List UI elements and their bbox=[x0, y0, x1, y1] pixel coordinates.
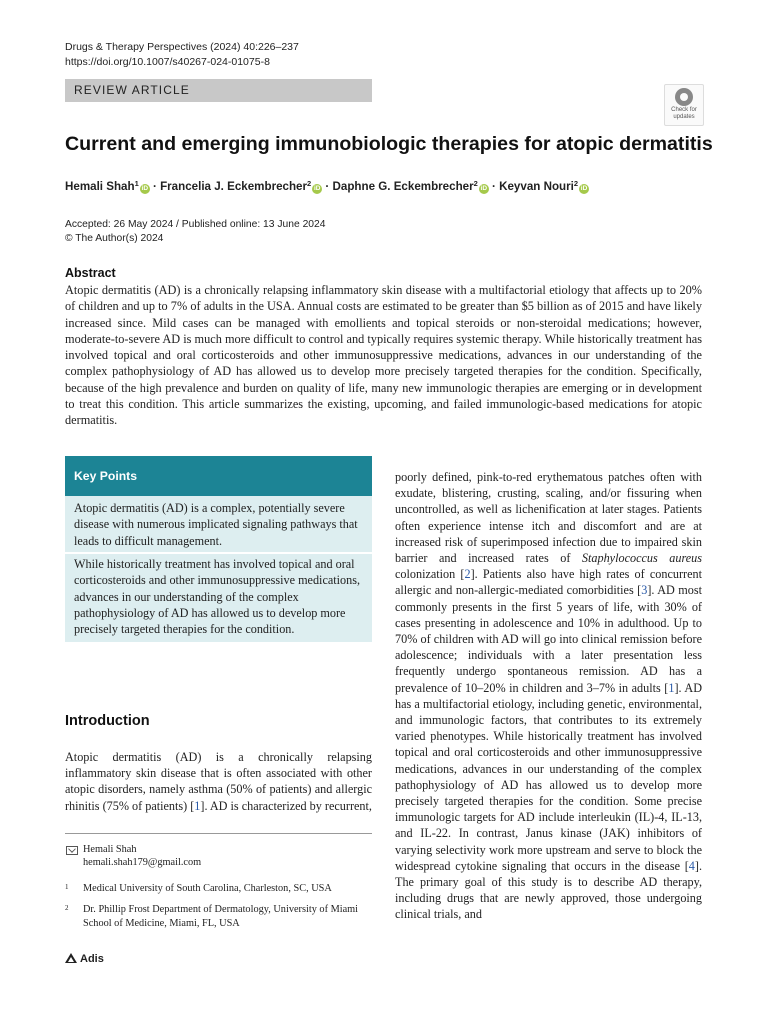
corresponding-author-name: Hemali Shah bbox=[83, 844, 137, 855]
author-affiliation: 1 bbox=[134, 179, 139, 188]
author-name[interactable]: Keyvan Nouri bbox=[499, 180, 574, 193]
author-name[interactable]: Daphne G. Eckembrecher bbox=[332, 180, 474, 193]
publication-dates bbox=[65, 218, 325, 246]
affiliation-number: 2 bbox=[65, 904, 69, 912]
check-for-updates-badge[interactable] bbox=[664, 84, 704, 126]
orcid-icon[interactable]: iD bbox=[141, 185, 149, 192]
author-affiliation: 2 bbox=[307, 179, 312, 188]
body-column-right bbox=[395, 469, 702, 923]
citation-link[interactable]: 1 bbox=[668, 680, 675, 695]
author-separator: · bbox=[488, 180, 500, 193]
affiliation-1: Medical University of South Carolina, Charleston, SC, USA bbox=[83, 883, 332, 894]
author-name[interactable]: Francelia J. Eckembrecher bbox=[160, 180, 308, 193]
citation-link[interactable]: 4 bbox=[688, 858, 695, 873]
affiliation-number: 1 bbox=[65, 883, 69, 891]
orcid-icon[interactable]: iD bbox=[580, 185, 588, 192]
publisher-mark bbox=[65, 953, 104, 965]
publisher-name: Adis bbox=[80, 953, 104, 965]
article-title: Current and emerging immunobiologic therapies for atopic dermatitis bbox=[65, 133, 713, 155]
body-column-left bbox=[65, 749, 372, 814]
key-points-heading: Key Points bbox=[74, 469, 137, 483]
key-points-header bbox=[65, 456, 372, 496]
key-points-box bbox=[65, 456, 372, 642]
accepted-published-dates: Accepted: 26 May 2024 / Published online: 13 June 2024 bbox=[65, 219, 326, 230]
orcid-icon[interactable]: iD bbox=[313, 185, 321, 192]
doi-link[interactable]: https://doi.org/10.1007/s40267-024-01075-8 bbox=[65, 56, 270, 68]
author-affiliation: 2 bbox=[573, 179, 579, 188]
check-for-updates-line2: updates bbox=[673, 114, 695, 120]
body-text: poorly defined, pink-to-red erythematous patches often with exudate, blistering, crusting, scaling, and/or fissuring when uncontrolled, as well as lichenification at later stages. Patients often experience intense itch and discomfort and are at increased risk of superimposed infection due to impaired skin barrier and increased rates of bbox=[395, 470, 702, 566]
species-name: Staphylococcus aureus bbox=[581, 551, 702, 566]
introduction-heading: Introduction bbox=[65, 713, 150, 729]
article-type-band bbox=[65, 79, 372, 102]
body-text: ]. AD has a multifactorial etiology, including genetic, environmental, and immunologic factors, that contributes to its extremely varied phenotypes. While historically treatment has involved topical and oral corticosteroids and other immunosuppressive medications, advances in our understanding of the complex pathophysiology of AD has allowed us to develop more precisely targeted therapies for the condition. Some precise immunologic targets for AD include interleukin (IL)-4, IL-13, and IL-22. In contrast, Janus kinase (JAK) inhibitors of varying selectivity work more upstream and serve to block the widespread cytokine signaling that occurs in the disease [ bbox=[395, 680, 702, 873]
footnote-rule bbox=[65, 833, 372, 834]
author-separator: · bbox=[322, 180, 333, 193]
body-text: colonization [ bbox=[395, 567, 465, 582]
key-point-item: Atopic dermatitis (AD) is a complex, potentially severe disease with numerous implicated signaling pathways that leads to difficult management. bbox=[74, 501, 358, 548]
copyright-notice: © The Author(s) 2024 bbox=[65, 233, 164, 244]
abstract-text: Atopic dermatitis (AD) is a chronically relapsing inflammatory skin disease with a multifactorial etiology that affects up to 20% of children and up to 7% of adults in the USA. Annual costs are estimated to be greater than $5 billion as of 2015 and have likely increased since. Mild cases can be managed with emollients and topical steroids or non-steroidal medications; however, moderate-to-severe AD is much more difficult to control and typically requires systemic therapy. While historically treatment has involved topical and oral corticosteroids and other immunosuppressive medications, advances in our understanding of the complex pathophysiology of AD has allowed us to develop more precisely targeted therapies for the condition. Specifically, because of the high prevalence and burden on quality of life, many new immunologic therapies are emerging or in development to treat this condition. This article summarizes the existing, upcoming, and failed immunologic-based medications for atopic dermatitis. bbox=[65, 283, 702, 428]
abstract-heading: Abstract bbox=[65, 266, 116, 280]
body-text: ]. AD is characterized by recurrent, bbox=[200, 798, 372, 813]
journal-citation: Drugs & Therapy Perspectives (2024) 40:226–237 bbox=[65, 41, 299, 53]
journal-header bbox=[65, 40, 299, 70]
author-list bbox=[65, 179, 589, 194]
author-separator: · bbox=[149, 180, 161, 193]
check-for-updates-line1: Check for bbox=[671, 107, 697, 113]
body-text: ]. The primary goal of this study is to describe AD therapy, including drugs that are newly approved, those undergoing clinical trials, and bbox=[395, 858, 702, 922]
key-points-divider bbox=[65, 552, 372, 554]
citation-link[interactable]: 1 bbox=[194, 798, 201, 813]
corresponding-author-email[interactable]: hemali.shah179@gmail.com bbox=[83, 857, 202, 868]
body-text: Atopic dermatitis (AD) is a chronically relapsing inflammatory skin disease that is often associated with other atopic disorders, namely asthma (50% of patients) and allergic rhinitis (75% of patients) [ bbox=[65, 750, 372, 813]
affiliation-2: Dr. Phillip Frost Department of Dermatology, University of Miami School of Medicine, Miami, FL, USA bbox=[83, 904, 359, 929]
orcid-icon[interactable]: iD bbox=[480, 185, 488, 192]
author-affiliation: 2 bbox=[473, 179, 478, 188]
citation-link[interactable]: 2 bbox=[464, 567, 471, 582]
author-name[interactable]: Hemali Shah bbox=[65, 180, 135, 193]
body-text: ]. Patients also have high rates of concurrent allergic and non-allergic-mediated comorbidities [ bbox=[395, 567, 702, 598]
article-type: REVIEW ARTICLE bbox=[74, 83, 190, 97]
body-text: ]. AD most commonly presents in the first 5 years of life, with 30% of cases presenting in adolescence and 10% in adulthood. Up to 70% of children with AD will go into clinical remission before adolescence; individuals with a later presentation less frequently undergo spontaneous remission. AD has a prevalence of 10–20% in children and 3–7% in adults [ bbox=[395, 583, 702, 695]
adis-logo-icon bbox=[65, 953, 77, 963]
key-point-item: While historically treatment has involved topical and oral corticosteroids and other immunosuppressive medications, advances in our understanding of the complex pathophysiology of AD has allowed us to develop more precisely targeted therapies for the condition. bbox=[74, 557, 361, 637]
mail-icon bbox=[66, 846, 78, 855]
citation-link[interactable]: 3 bbox=[641, 583, 648, 598]
check-for-updates-icon bbox=[675, 88, 693, 106]
